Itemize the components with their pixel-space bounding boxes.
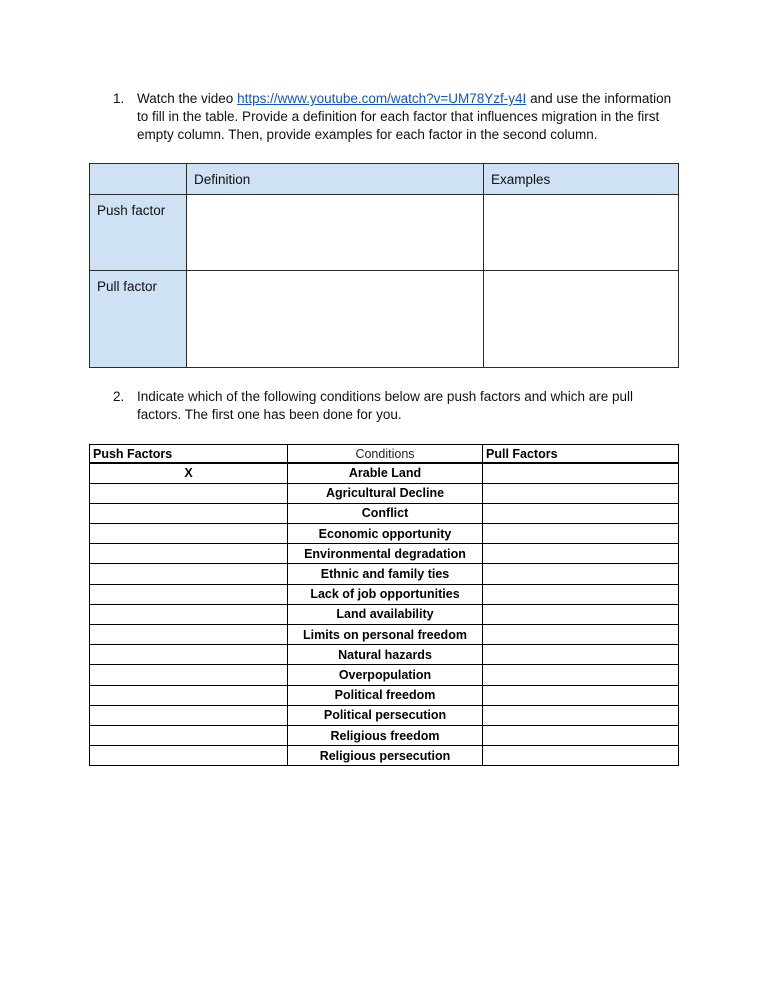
pull-answer-cell[interactable]	[483, 665, 679, 685]
push-answer-cell[interactable]	[90, 746, 288, 766]
pull-answer-cell[interactable]	[483, 746, 679, 766]
pull-answer-cell[interactable]	[483, 524, 679, 544]
condition-label: Political freedom	[288, 685, 483, 705]
push-answer-cell[interactable]	[90, 524, 288, 544]
pull-answer-cell[interactable]	[483, 685, 679, 705]
push-factor-examples-cell[interactable]	[484, 195, 679, 271]
pull-answer-cell[interactable]	[483, 625, 679, 645]
pull-factor-examples-cell[interactable]	[484, 271, 679, 368]
push-answer-cell[interactable]	[90, 564, 288, 584]
condition-row-land-availability	[90, 604, 679, 624]
pull-answer-cell[interactable]	[483, 503, 679, 523]
condition-row-arable-land	[90, 463, 679, 483]
condition-label: Overpopulation	[288, 665, 483, 685]
condition-label: Environmental degradation	[288, 544, 483, 564]
condition-label: Ethnic and family ties	[288, 564, 483, 584]
instruction-2-text: Indicate which of the following conditions below are push factors and which are pull factors. The first one has been done for you.	[137, 389, 634, 422]
push-answer-cell[interactable]	[90, 665, 288, 685]
condition-row-natural-hazards	[90, 645, 679, 665]
push-answer-cell[interactable]	[90, 604, 288, 624]
condition-label: Arable Land	[288, 463, 483, 483]
push-factors-column-header: Push Factors	[90, 445, 288, 464]
instruction-1-pre-link: Watch the video	[137, 91, 238, 106]
push-factor-definition-cell[interactable]	[187, 195, 484, 271]
instruction-2	[113, 388, 681, 424]
pull-answer-cell[interactable]	[483, 544, 679, 564]
pull-factor-definition-cell[interactable]	[187, 271, 484, 368]
definition-table	[89, 163, 679, 368]
condition-row-economic-opportunity	[90, 524, 679, 544]
pull-answer-cell[interactable]	[483, 584, 679, 604]
condition-label: Lack of job opportunities	[288, 584, 483, 604]
condition-label: Religious persecution	[288, 746, 483, 766]
definition-table-header-row	[90, 164, 679, 195]
condition-label: Natural hazards	[288, 645, 483, 665]
pull-answer-cell[interactable]	[483, 483, 679, 503]
condition-label: Agricultural Decline	[288, 483, 483, 503]
condition-row-political-freedom	[90, 685, 679, 705]
condition-row-political-persecution	[90, 705, 679, 725]
push-factor-label: Push factor	[90, 195, 187, 271]
definition-column-header: Definition	[187, 164, 484, 195]
pull-answer-cell[interactable]	[483, 463, 679, 483]
pull-factor-label: Pull factor	[90, 271, 187, 368]
instruction-1-post-link: and use the information to fill in the table. Provide a definition for each factor that influences migration in the first empty column. Then, provide examples for each factor in the second column.	[137, 91, 672, 142]
condition-row-agricultural-decline	[90, 483, 679, 503]
condition-row-limits-on-personal-freedom	[90, 625, 679, 645]
conditions-table	[89, 444, 679, 766]
pull-answer-cell[interactable]	[483, 705, 679, 725]
condition-label: Economic opportunity	[288, 524, 483, 544]
push-answer-cell[interactable]: X	[90, 463, 288, 483]
condition-row-overpopulation	[90, 665, 679, 685]
push-answer-cell[interactable]	[90, 725, 288, 745]
condition-row-ethnic-and-family-ties	[90, 564, 679, 584]
push-answer-cell[interactable]	[90, 544, 288, 564]
definition-table-corner-cell	[90, 164, 187, 195]
condition-label: Land availability	[288, 604, 483, 624]
pull-factors-column-header: Pull Factors	[483, 445, 679, 464]
instruction-2-number: 2.	[113, 389, 125, 404]
examples-column-header: Examples	[484, 164, 679, 195]
condition-row-religious-freedom	[90, 725, 679, 745]
pull-answer-cell[interactable]	[483, 645, 679, 665]
conditions-table-header-row	[90, 445, 679, 464]
condition-row-lack-of-job-opportunities	[90, 584, 679, 604]
push-factor-row	[90, 195, 679, 271]
condition-row-conflict	[90, 503, 679, 523]
instruction-1-text	[137, 90, 681, 144]
condition-row-environmental-degradation	[90, 544, 679, 564]
pull-factor-row	[90, 271, 679, 368]
condition-label: Conflict	[288, 503, 483, 523]
pull-answer-cell[interactable]	[483, 564, 679, 584]
push-answer-cell[interactable]	[90, 705, 288, 725]
instruction-1	[113, 90, 681, 144]
condition-label: Limits on personal freedom	[288, 625, 483, 645]
push-answer-cell[interactable]	[90, 625, 288, 645]
condition-label: Political persecution	[288, 705, 483, 725]
condition-label: Religious freedom	[288, 725, 483, 745]
push-answer-cell[interactable]	[90, 685, 288, 705]
youtube-video-link[interactable]: https://www.youtube.com/watch?v=UM78Yzf-y4I	[237, 91, 527, 106]
condition-row-religious-persecution	[90, 746, 679, 766]
conditions-column-header: Conditions	[288, 445, 483, 464]
push-answer-cell[interactable]	[90, 483, 288, 503]
pull-answer-cell[interactable]	[483, 725, 679, 745]
push-answer-cell[interactable]	[90, 584, 288, 604]
pull-answer-cell[interactable]	[483, 604, 679, 624]
push-answer-cell[interactable]	[90, 645, 288, 665]
instruction-1-number: 1.	[113, 91, 125, 106]
push-answer-cell[interactable]	[90, 503, 288, 523]
